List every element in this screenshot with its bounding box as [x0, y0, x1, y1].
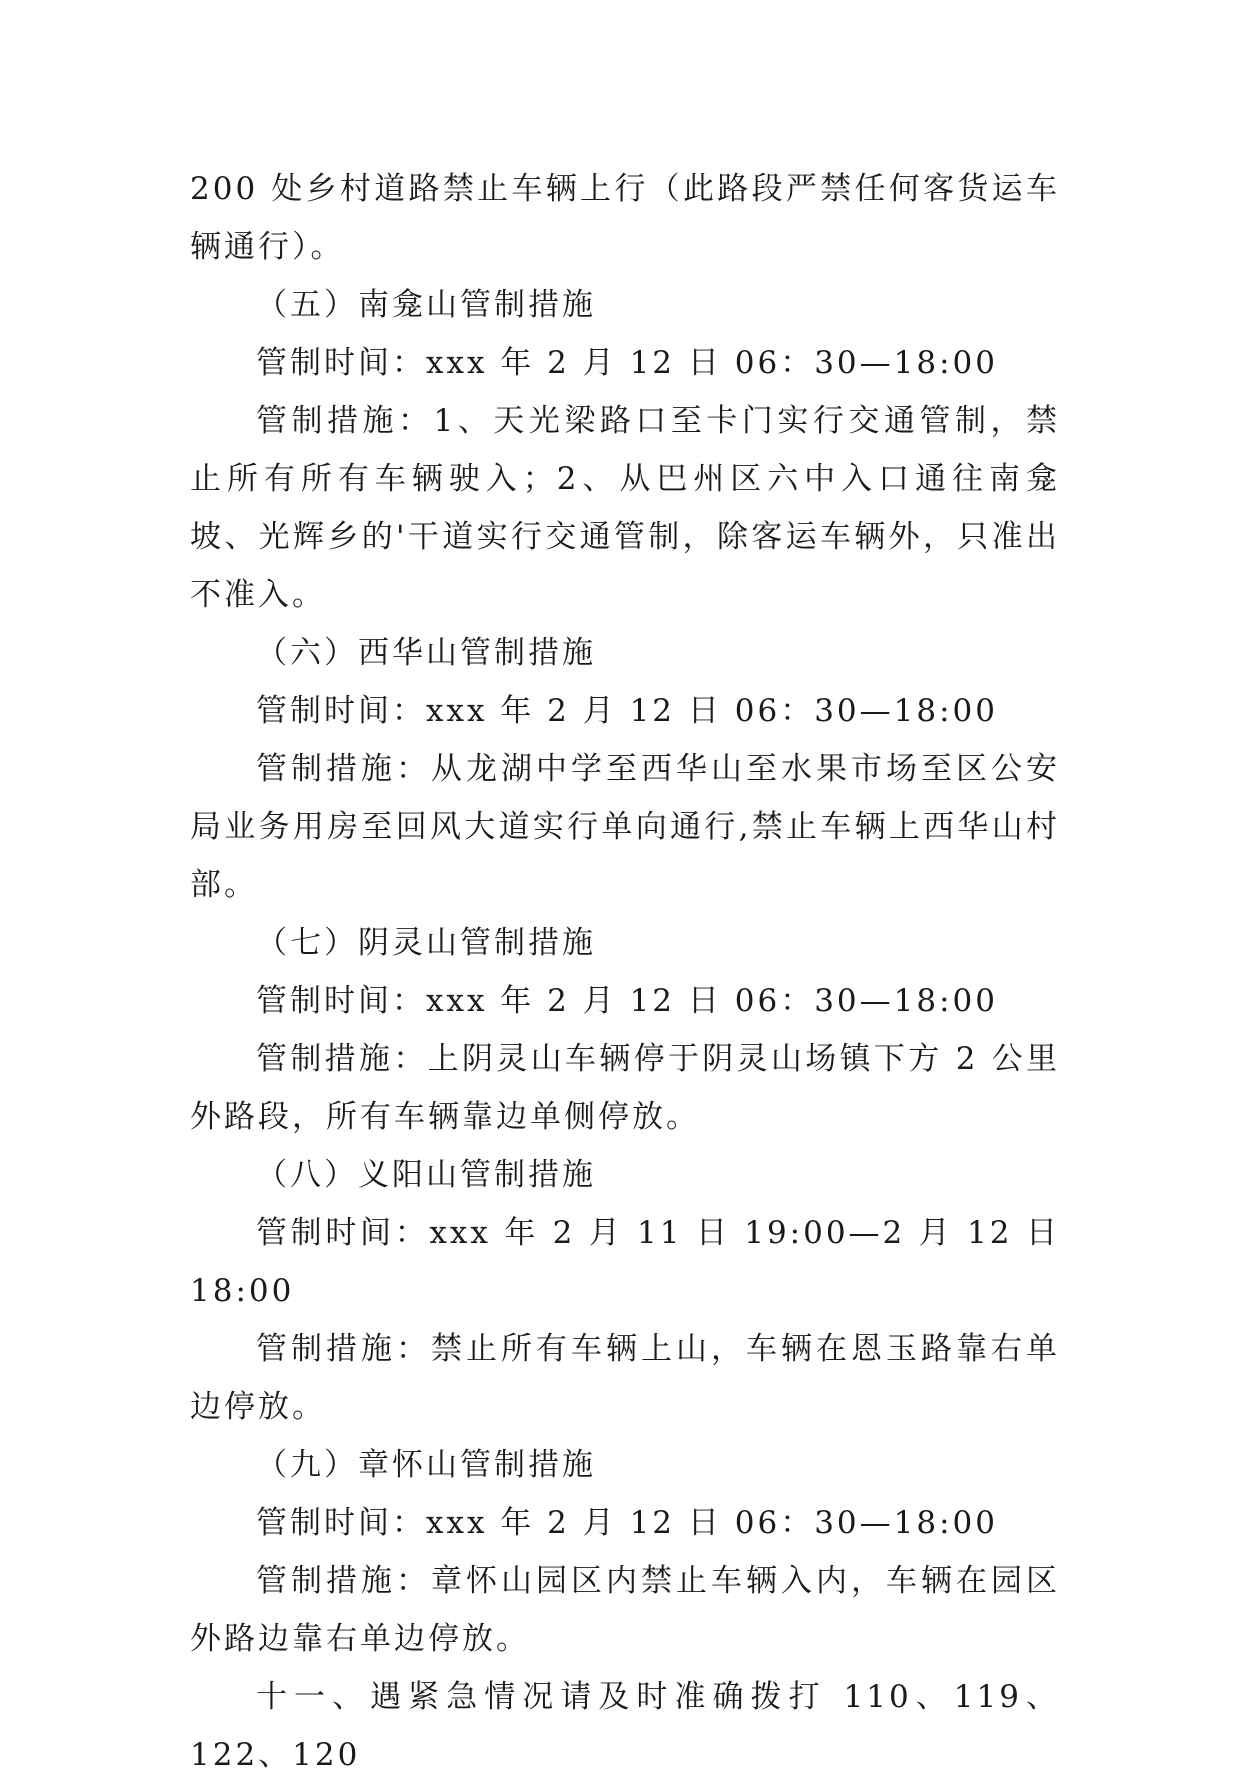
section-heading-xihua-mountain: （六）西华山管制措施 — [256, 635, 596, 671]
control-time-yiyang: 管制时间：xxx 年 2 月 11 日 19:00—2 月 12 日 18:00 — [190, 1215, 1060, 1309]
control-time-nankan: 管制时间：xxx 年 2 月 12 日 06：30—18:00 — [256, 345, 998, 381]
control-measures-xihua: 管制措施：从龙湖中学至西华山至水果市场至区公安局业务用房至回风大道实行单向通行,禁止车辆上西华山村部。 — [190, 751, 1060, 903]
paragraph-road-restriction-continued: 200 处乡村道路禁止车辆上行（此路段严禁任何客货运车辆通行）。 — [190, 171, 1060, 265]
control-measures-yinling: 管制措施：上阴灵山车辆停于阴灵山场镇下方 2 公里外路段，所有车辆靠边单侧停放。 — [190, 1041, 1060, 1135]
section-heading-yinling-mountain: （七）阴灵山管制措施 — [256, 925, 596, 961]
section-heading-zhanghuai-mountain: （九）章怀山管制措施 — [256, 1447, 596, 1483]
control-measures-nankan: 管制措施：1、天光梁路口至卡门实行交通管制，禁止所有所有车辆驶入；2、从巴州区六中入口通往南龛坡、光辉乡的'干道实行交通管制，除客运车辆外，只准出不准入。 — [190, 403, 1060, 613]
section-heading-yiyang-mountain: （八）义阳山管制措施 — [256, 1157, 596, 1193]
control-time-yinling: 管制时间：xxx 年 2 月 12 日 06：30—18:00 — [256, 983, 998, 1019]
emergency-contact-paragraph: 十一、遇紧急情况请及时准确拨打 110、119、122、120 — [190, 1679, 1060, 1773]
document-body — [190, 160, 1060, 1784]
control-time-xihua: 管制时间：xxx 年 2 月 12 日 06：30—18:00 — [256, 693, 998, 729]
control-measures-yiyang: 管制措施：禁止所有车辆上山，车辆在恩玉路靠右单边停放。 — [190, 1331, 1060, 1425]
control-time-zhanghuai: 管制时间：xxx 年 2 月 12 日 06：30—18:00 — [256, 1505, 998, 1541]
control-measures-zhanghuai: 管制措施：章怀山园区内禁止车辆入内，车辆在园区外路边靠右单边停放。 — [190, 1563, 1060, 1657]
section-heading-nankan-mountain: （五）南龛山管制措施 — [256, 287, 596, 323]
